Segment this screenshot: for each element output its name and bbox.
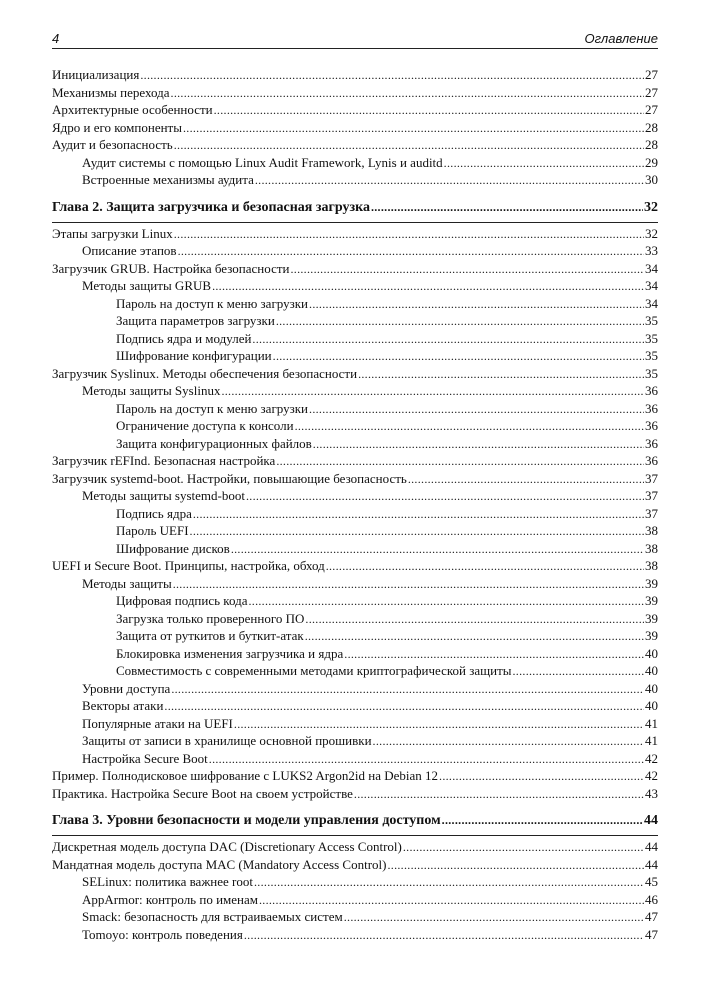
toc-entry-title: Методы защиты systemd-boot bbox=[82, 488, 245, 503]
toc-entry-page: 45 bbox=[645, 874, 658, 889]
toc-entry-page: 36 bbox=[645, 383, 658, 398]
toc-entry-page: 35 bbox=[645, 348, 658, 363]
toc-entry-title: Методы защиты bbox=[82, 575, 172, 591]
toc-entry-title: AppArmor: контроль по именам bbox=[82, 891, 258, 907]
toc-entry-page: 42 bbox=[645, 750, 658, 766]
toc-entry-page: 27 bbox=[645, 67, 658, 82]
toc-entry-title: Шифрование конфигурации bbox=[116, 348, 272, 363]
toc-entry-page: 47 bbox=[645, 909, 658, 924]
toc-entry bbox=[52, 645, 658, 663]
toc-entry-page: 32 bbox=[644, 199, 658, 215]
dot-leader bbox=[313, 436, 644, 454]
dot-leader bbox=[171, 681, 644, 699]
toc-entry-title: Практика. Настройка Secure Boot на своем устройстве bbox=[52, 785, 353, 801]
toc-entry-page: 33 bbox=[645, 243, 658, 258]
toc-entry-title: Защита конфигурационных файлов bbox=[116, 435, 312, 451]
toc-entry-title: Цифровая подпись кода bbox=[116, 593, 248, 608]
toc-chapter-entry bbox=[52, 811, 658, 830]
toc-entry bbox=[52, 119, 658, 137]
toc-entry-page: 36 bbox=[645, 453, 658, 468]
dot-leader bbox=[295, 418, 644, 436]
toc-entry-title: Пароль на доступ к меню загрузки bbox=[116, 400, 309, 416]
toc-entry bbox=[52, 767, 658, 785]
toc-entry-page: 34 bbox=[645, 278, 658, 293]
toc-entry-page: 35 bbox=[645, 365, 658, 381]
toc-entry-title: Этапы загрузки Linux bbox=[52, 225, 173, 241]
toc-entry bbox=[52, 417, 658, 435]
toc-entry-title: Ядро и его компоненты bbox=[52, 119, 182, 135]
dot-leader bbox=[344, 909, 644, 927]
toc-entry bbox=[52, 487, 658, 505]
toc-entry-title: Аудит системы с помощью Linux Audit Framework, Lynis и auditd bbox=[82, 154, 443, 170]
toc-entry-page: 37 bbox=[645, 470, 658, 486]
toc-entry bbox=[52, 873, 658, 891]
page-header bbox=[52, 28, 658, 49]
toc-entry bbox=[52, 697, 658, 715]
toc-entry bbox=[52, 715, 658, 733]
toc-entry bbox=[52, 225, 658, 243]
toc-entry-title: Методы защиты Syslinux bbox=[82, 383, 221, 398]
toc-entry-title: Загрузка только проверенного ПО bbox=[116, 610, 305, 626]
toc-entry-page: 34 bbox=[645, 295, 658, 311]
toc-entry-page: 40 bbox=[645, 698, 658, 713]
toc-entry bbox=[52, 330, 658, 348]
toc-entry bbox=[52, 592, 658, 610]
dot-leader bbox=[373, 733, 644, 751]
toc-entry-title: Smack: безопасность для встраиваемых систем bbox=[82, 909, 343, 924]
toc-entry bbox=[52, 435, 658, 453]
dot-leader bbox=[171, 85, 644, 103]
toc-entry bbox=[52, 295, 658, 313]
chapter-rule bbox=[52, 217, 658, 223]
toc-entry-title: Загрузчик GRUB. Настройка безопасности bbox=[52, 260, 290, 276]
toc-entry-page: 44 bbox=[645, 856, 658, 872]
toc-entry bbox=[52, 557, 658, 575]
toc-chapter-entry bbox=[52, 198, 658, 217]
toc-entry-page: 28 bbox=[645, 137, 658, 152]
toc-entry bbox=[52, 785, 658, 803]
toc-entry bbox=[52, 750, 658, 768]
toc-entry-page: 44 bbox=[645, 839, 658, 854]
dot-leader bbox=[246, 488, 644, 506]
dot-leader bbox=[344, 646, 644, 664]
toc-entry-page: 27 bbox=[645, 84, 658, 100]
dot-leader bbox=[234, 716, 644, 734]
toc-entry bbox=[52, 732, 658, 750]
toc-entry-page: 38 bbox=[645, 523, 658, 538]
toc-entry-page: 34 bbox=[645, 260, 658, 276]
dot-leader bbox=[183, 120, 644, 138]
toc-entry-title: Загрузчик rEFInd. Безопасная настройка bbox=[52, 453, 276, 468]
dot-leader bbox=[513, 663, 645, 681]
toc-entry-title: Глава 2. Защита загрузчика и безопасная загрузка bbox=[52, 199, 370, 215]
toc-entry-page: 37 bbox=[645, 488, 658, 503]
toc-entry-title: Пример. Полнодисковое шифрование с LUKS2 Argon2id на Debian 12 bbox=[52, 768, 439, 783]
toc-entry-title: Описание этапов bbox=[82, 243, 177, 258]
toc-entry-page: 40 bbox=[645, 680, 658, 696]
toc-entry-page: 36 bbox=[645, 400, 658, 416]
toc-entry-title: Настройка Secure Boot bbox=[82, 750, 208, 766]
toc-entry-page: 39 bbox=[645, 628, 658, 643]
toc-entry-title: Пароль на доступ к меню загрузки bbox=[116, 295, 309, 311]
toc-entry-title: Ограничение доступа к консоли bbox=[116, 418, 294, 433]
toc-entry-page: 27 bbox=[645, 102, 658, 117]
dot-leader bbox=[387, 857, 644, 875]
dot-leader bbox=[273, 348, 644, 366]
toc-entry-title: UEFI и Secure Boot. Принципы, настройка, обход bbox=[52, 558, 325, 573]
toc-entry bbox=[52, 505, 658, 523]
toc-entry-page: 39 bbox=[645, 575, 658, 591]
toc-entry-page: 36 bbox=[645, 418, 658, 433]
dot-leader bbox=[255, 172, 644, 190]
dot-leader bbox=[221, 383, 644, 401]
toc-entry-title: Встроенные механизмы аудита bbox=[82, 172, 254, 187]
toc-entry bbox=[52, 400, 658, 418]
toc-entry-page: 47 bbox=[645, 926, 658, 942]
dot-leader bbox=[173, 576, 644, 594]
dot-leader bbox=[231, 541, 644, 559]
dot-leader bbox=[214, 102, 644, 120]
toc-entry bbox=[52, 277, 658, 295]
toc-entry bbox=[52, 312, 658, 330]
toc-entry-page: 38 bbox=[645, 558, 658, 573]
toc-entry bbox=[52, 365, 658, 383]
toc-entry-title: Инициализация bbox=[52, 67, 140, 82]
toc-entry bbox=[52, 101, 658, 119]
dot-leader bbox=[174, 137, 644, 155]
toc-entry-page: 40 bbox=[645, 663, 658, 678]
dot-leader bbox=[212, 278, 644, 296]
toc-entry bbox=[52, 838, 658, 856]
toc-entry-page: 35 bbox=[645, 313, 658, 328]
toc-entry-title: Подпись ядра и модулей bbox=[116, 330, 252, 346]
toc-entry-page: 37 bbox=[645, 505, 658, 521]
chapter-spacer bbox=[52, 189, 658, 198]
running-title: Оглавление bbox=[584, 31, 658, 46]
toc-entry bbox=[52, 680, 658, 698]
dot-leader bbox=[408, 471, 644, 489]
toc-entry-title: Механизмы перехода bbox=[52, 84, 170, 100]
toc-entry bbox=[52, 891, 658, 909]
toc-entry-page: 39 bbox=[645, 593, 658, 608]
toc-entry-title: Загрузчик systemd-boot. Настройки, повышающие безопасность bbox=[52, 470, 407, 486]
dot-leader bbox=[354, 786, 644, 804]
dot-leader bbox=[252, 331, 644, 349]
page-number: 4 bbox=[52, 31, 60, 46]
toc-entry bbox=[52, 926, 658, 944]
toc-entry-title: Популярные атаки на UEFI bbox=[82, 715, 233, 731]
toc-entry-title: Векторы атаки bbox=[82, 698, 164, 713]
dot-leader bbox=[164, 698, 644, 716]
toc-entry bbox=[52, 452, 658, 470]
toc-entry-title: Блокировка изменения загрузчика и ядра bbox=[116, 645, 344, 661]
toc-entry-title: Уровни доступа bbox=[82, 680, 171, 696]
dot-leader bbox=[209, 751, 644, 769]
toc-entry-page: 38 bbox=[645, 540, 658, 556]
toc-entry-title: Шифрование дисков bbox=[116, 540, 230, 556]
toc-entry bbox=[52, 260, 658, 278]
toc-entry bbox=[52, 908, 658, 926]
toc-entry bbox=[52, 66, 658, 84]
toc-entry bbox=[52, 154, 658, 172]
dot-leader bbox=[290, 261, 644, 279]
toc-entry-title: Совместимость с современными методами криптографической защиты bbox=[116, 663, 512, 678]
toc-entry bbox=[52, 136, 658, 154]
toc-entry-title: Методы защиты GRUB bbox=[82, 278, 212, 293]
chapter-spacer bbox=[52, 802, 658, 811]
toc-entry-page: 44 bbox=[644, 813, 658, 828]
table-of-contents bbox=[52, 66, 658, 943]
toc-entry-title: Пароль UEFI bbox=[116, 523, 189, 538]
toc-entry-page: 30 bbox=[645, 172, 658, 187]
toc-entry-page: 29 bbox=[645, 154, 658, 170]
dot-leader bbox=[371, 198, 643, 217]
toc-entry bbox=[52, 540, 658, 558]
toc-entry-title: SELinux: политика важнее root bbox=[82, 874, 253, 889]
dot-leader bbox=[248, 593, 644, 611]
toc-entry-page: 28 bbox=[645, 119, 658, 135]
dot-leader bbox=[140, 67, 644, 85]
toc-entry bbox=[52, 470, 658, 488]
dot-leader bbox=[442, 811, 643, 830]
toc-entry bbox=[52, 242, 658, 260]
dot-leader bbox=[174, 226, 644, 244]
toc-entry-page: 46 bbox=[645, 891, 658, 907]
dot-leader bbox=[403, 839, 644, 857]
dot-leader bbox=[276, 453, 644, 471]
dot-leader bbox=[358, 366, 644, 384]
dot-leader bbox=[276, 313, 644, 331]
toc-entry-page: 40 bbox=[645, 645, 658, 661]
toc-entry bbox=[52, 522, 658, 540]
toc-entry-title: Защита от руткитов и буткит-атак bbox=[116, 628, 304, 643]
toc-entry-page: 35 bbox=[645, 330, 658, 346]
dot-leader bbox=[444, 155, 644, 173]
toc-entry-page: 43 bbox=[645, 785, 658, 801]
dot-leader bbox=[244, 927, 644, 945]
toc-entry bbox=[52, 382, 658, 400]
dot-leader bbox=[254, 874, 644, 892]
toc-entry-title: Глава 3. Уровни безопасности и модели управления доступом bbox=[52, 813, 441, 828]
toc-entry-title: Аудит и безопасность bbox=[52, 137, 173, 152]
dot-leader bbox=[326, 558, 644, 576]
toc-entry bbox=[52, 662, 658, 680]
toc-entry-title: Дискретная модель доступа DAC (Discretionary Access Control) bbox=[52, 839, 402, 854]
dot-leader bbox=[305, 611, 644, 629]
dot-leader bbox=[309, 401, 644, 419]
toc-entry bbox=[52, 347, 658, 365]
toc-entry bbox=[52, 610, 658, 628]
dot-leader bbox=[439, 768, 644, 786]
toc-entry-page: 42 bbox=[645, 768, 658, 783]
toc-entry-title: Мандатная модель доступа MAC (Mandatory Access Control) bbox=[52, 856, 387, 872]
toc-entry-title: Загрузчик Syslinux. Методы обеспечения безопасности bbox=[52, 365, 358, 381]
dot-leader bbox=[193, 506, 644, 524]
toc-entry-page: 41 bbox=[645, 733, 658, 748]
toc-entry bbox=[52, 84, 658, 102]
toc-entry-title: Архитектурные особенности bbox=[52, 102, 213, 117]
toc-entry bbox=[52, 171, 658, 189]
toc-entry-page: 39 bbox=[645, 610, 658, 626]
toc-entry bbox=[52, 856, 658, 874]
toc-entry-page: 32 bbox=[645, 225, 658, 241]
toc-entry bbox=[52, 575, 658, 593]
dot-leader bbox=[259, 892, 644, 910]
toc-entry-title: Подпись ядра bbox=[116, 505, 192, 521]
dot-leader bbox=[178, 243, 644, 261]
dot-leader bbox=[190, 523, 644, 541]
dot-leader bbox=[309, 296, 644, 314]
toc-entry bbox=[52, 627, 658, 645]
toc-entry-title: Защита параметров загрузки bbox=[116, 313, 275, 328]
toc-entry-page: 41 bbox=[645, 715, 658, 731]
chapter-rule bbox=[52, 830, 658, 836]
toc-entry-title: Tomoyo: контроль поведения bbox=[82, 926, 243, 942]
toc-entry-page: 36 bbox=[645, 435, 658, 451]
dot-leader bbox=[305, 628, 644, 646]
toc-entry-title: Защиты от записи в хранилище основной прошивки bbox=[82, 733, 372, 748]
